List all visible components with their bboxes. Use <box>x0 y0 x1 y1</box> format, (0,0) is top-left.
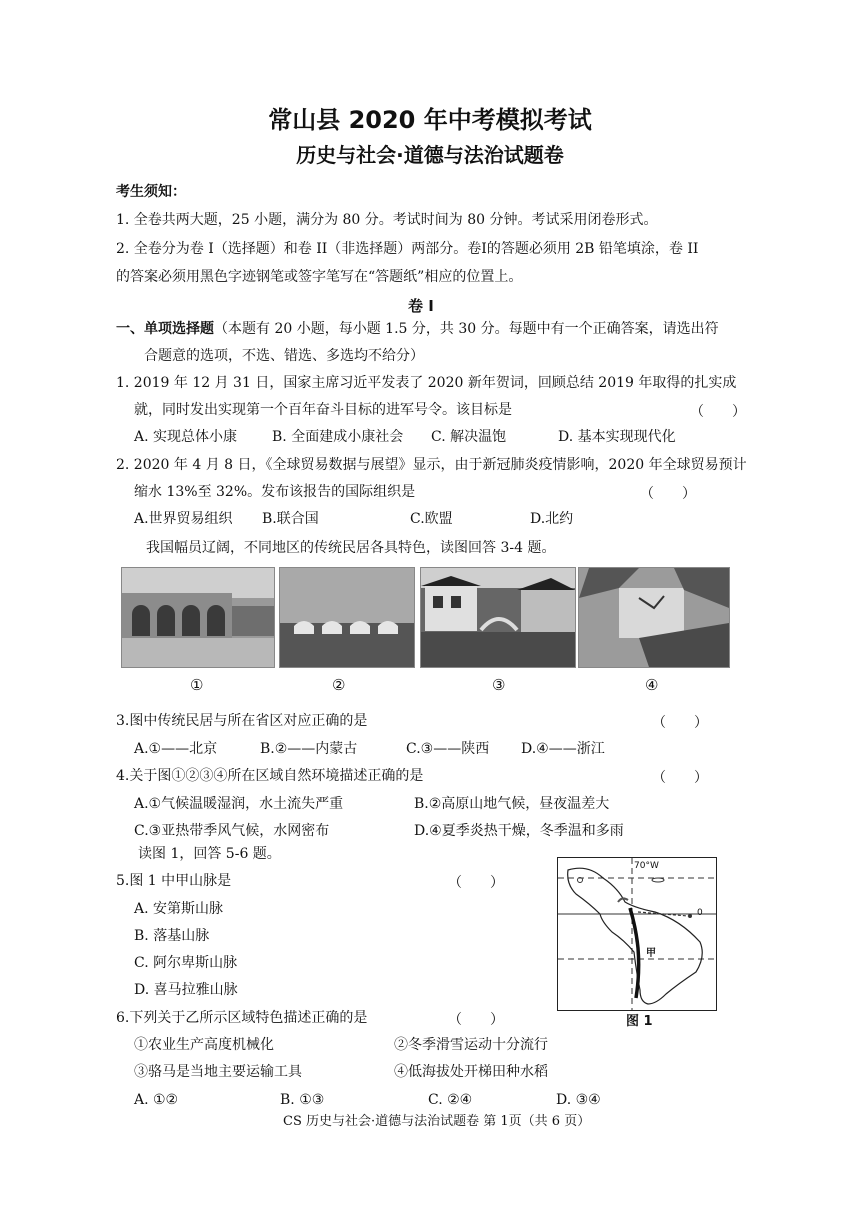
section-rule-line-1 <box>116 320 719 338</box>
q6-option-b: B. ①③ <box>280 1092 325 1108</box>
q3-option-d: D.④——浙江 <box>521 741 605 757</box>
volume-label: 卷 I <box>408 297 434 315</box>
q6-answer-blank: （ ） <box>448 1012 504 1028</box>
q1-stem-line-1: 1. 2019 年 12 月 31 日，国家主席习近平发表了 2020 新年贺词，回顾总结 2019 年取得的扎实成 <box>116 375 737 391</box>
q5-option-d: D. 喜马拉雅山脉 <box>134 982 238 998</box>
map-zero-label: 0 <box>697 908 703 918</box>
q5-stem: 5.图 1 中甲山脉是 <box>116 873 232 889</box>
photo-caption-4: ④ <box>645 676 659 694</box>
q4-stem: 4.关于图①②③④所在区域自然环境描述正确的是 <box>116 768 424 784</box>
q6-option-d: D. ③④ <box>556 1092 601 1108</box>
q2-option-b: B.联合国 <box>262 511 319 527</box>
q5-answer-blank: （ ） <box>448 875 504 891</box>
q6-statement-3: ③骆马是当地主要运输工具 <box>134 1064 302 1080</box>
photo-caption-3: ③ <box>492 676 506 694</box>
q3-option-c: C.③——陕西 <box>406 741 490 757</box>
q3-stem: 3.图中传统民居与所在省区对应正确的是 <box>116 713 368 729</box>
q6-statement-2: ②冬季滑雪运动十分流行 <box>394 1037 548 1053</box>
exam-subtitle: 历史与社会·道德与法治试题卷 <box>296 143 564 167</box>
section-rule-line-2: 合题意的选项，不选、错选、多选均不给分） <box>144 348 424 364</box>
south-america-map <box>557 857 717 1011</box>
photo-yurts <box>279 567 415 668</box>
q3-answer-blank: （ ） <box>652 715 708 731</box>
q6-option-a: A. ①② <box>134 1092 179 1108</box>
q6-stem: 6.下列关于乙所示区域特色描述正确的是 <box>116 1010 368 1026</box>
notice-item-2-line-1: 2. 全卷分为卷 I（选择题）和卷 II（非选择题）两部分。卷Ⅰ的答题必须用 2B 铅笔填涂，卷 II <box>116 241 699 257</box>
q5-option-c: C. 阿尔卑斯山脉 <box>134 955 238 971</box>
photo-caption-1: ① <box>190 676 204 694</box>
q6-statement-4: ④低海拔处开梯田种水稻 <box>394 1064 548 1080</box>
q5-option-b: B. 落基山脉 <box>134 928 210 944</box>
notice-item-1: 1. 全卷共两大题，25 小题，满分为 80 分。考试时间为 80 分钟。考试采用闭卷形式。 <box>116 212 658 228</box>
q3-option-b: B.②——内蒙古 <box>260 741 358 757</box>
map-longitude-label: 70°W <box>634 861 659 871</box>
q2-option-a: A.世界贸易组织 <box>134 511 233 527</box>
notice-heading: 考生须知： <box>116 184 186 200</box>
q2-stem-line-2: 缩水 13%至 32%。发布该报告的国际组织是 <box>134 484 416 500</box>
q2-option-c: C.欧盟 <box>410 511 453 527</box>
q1-option-a: A. 实现总体小康 <box>134 429 238 445</box>
q3-option-a: A.①——北京 <box>134 741 218 757</box>
q4-option-c: C.③亚热带季风气候，水网密布 <box>134 823 330 839</box>
q4-option-b: B.②高原山地气候，昼夜温差大 <box>414 796 610 812</box>
exam-title: 常山县 2020 年中考模拟考试 <box>268 106 592 134</box>
q5-option-a: A. 安第斯山脉 <box>134 901 224 917</box>
map-mountain-label: 甲 <box>646 948 656 959</box>
q2-stem-line-1: 2. 2020 年 4 月 8 日，《全球贸易数据与展望》显示，由于新冠肺炎疫情影响，2020 年全球贸易预计 <box>116 457 747 473</box>
map-caption: 图 1 <box>626 1014 653 1029</box>
intro-q5-6: 读图 1，回答 5-6 题。 <box>138 846 281 862</box>
q4-answer-blank: （ ） <box>652 770 708 786</box>
photo-courtyard-house <box>578 567 730 668</box>
page-footer: CS 历史与社会·道德与法治试题卷 第 1页（共 6 页） <box>283 1114 591 1129</box>
q1-option-d: D. 基本实现现代化 <box>558 429 676 445</box>
notice-item-2-line-2: 的答案必须用黑色字迹钢笔或签字笔写在“答题纸”相应的位置上。 <box>116 269 523 285</box>
q4-option-a: A.①气候温暖湿润，水土流失严重 <box>134 796 344 812</box>
section-rule-text: （本题有 20 小题，每小题 1.5 分，共 30 分。每题中有一个正确答案，请选出符 <box>214 321 719 337</box>
q6-statement-1: ①农业生产高度机械化 <box>134 1037 274 1053</box>
q1-stem-line-2: 就，同时发出实现第一个百年奋斗目标的进军号令。该目标是 <box>134 402 512 418</box>
intro-q3-4: 我国幅员辽阔，不同地区的传统民居各具特色，读图回答 3-4 题。 <box>146 540 556 556</box>
q2-option-d: D.北约 <box>530 511 574 527</box>
q1-option-b: B. 全面建成小康社会 <box>272 429 404 445</box>
section-label: 一、单项选择题 <box>116 321 214 337</box>
photo-caption-2: ② <box>332 676 346 694</box>
q1-option-c: C. 解决温饱 <box>431 429 507 445</box>
q2-answer-blank: （ ） <box>640 486 696 502</box>
photo-water-town <box>420 567 576 668</box>
q1-answer-blank: （ ） <box>690 404 746 420</box>
q6-option-c: C. ②④ <box>428 1092 473 1108</box>
q4-option-d: D.④夏季炎热干燥，冬季温和多雨 <box>414 823 624 839</box>
photo-cave-dwelling <box>121 567 275 668</box>
